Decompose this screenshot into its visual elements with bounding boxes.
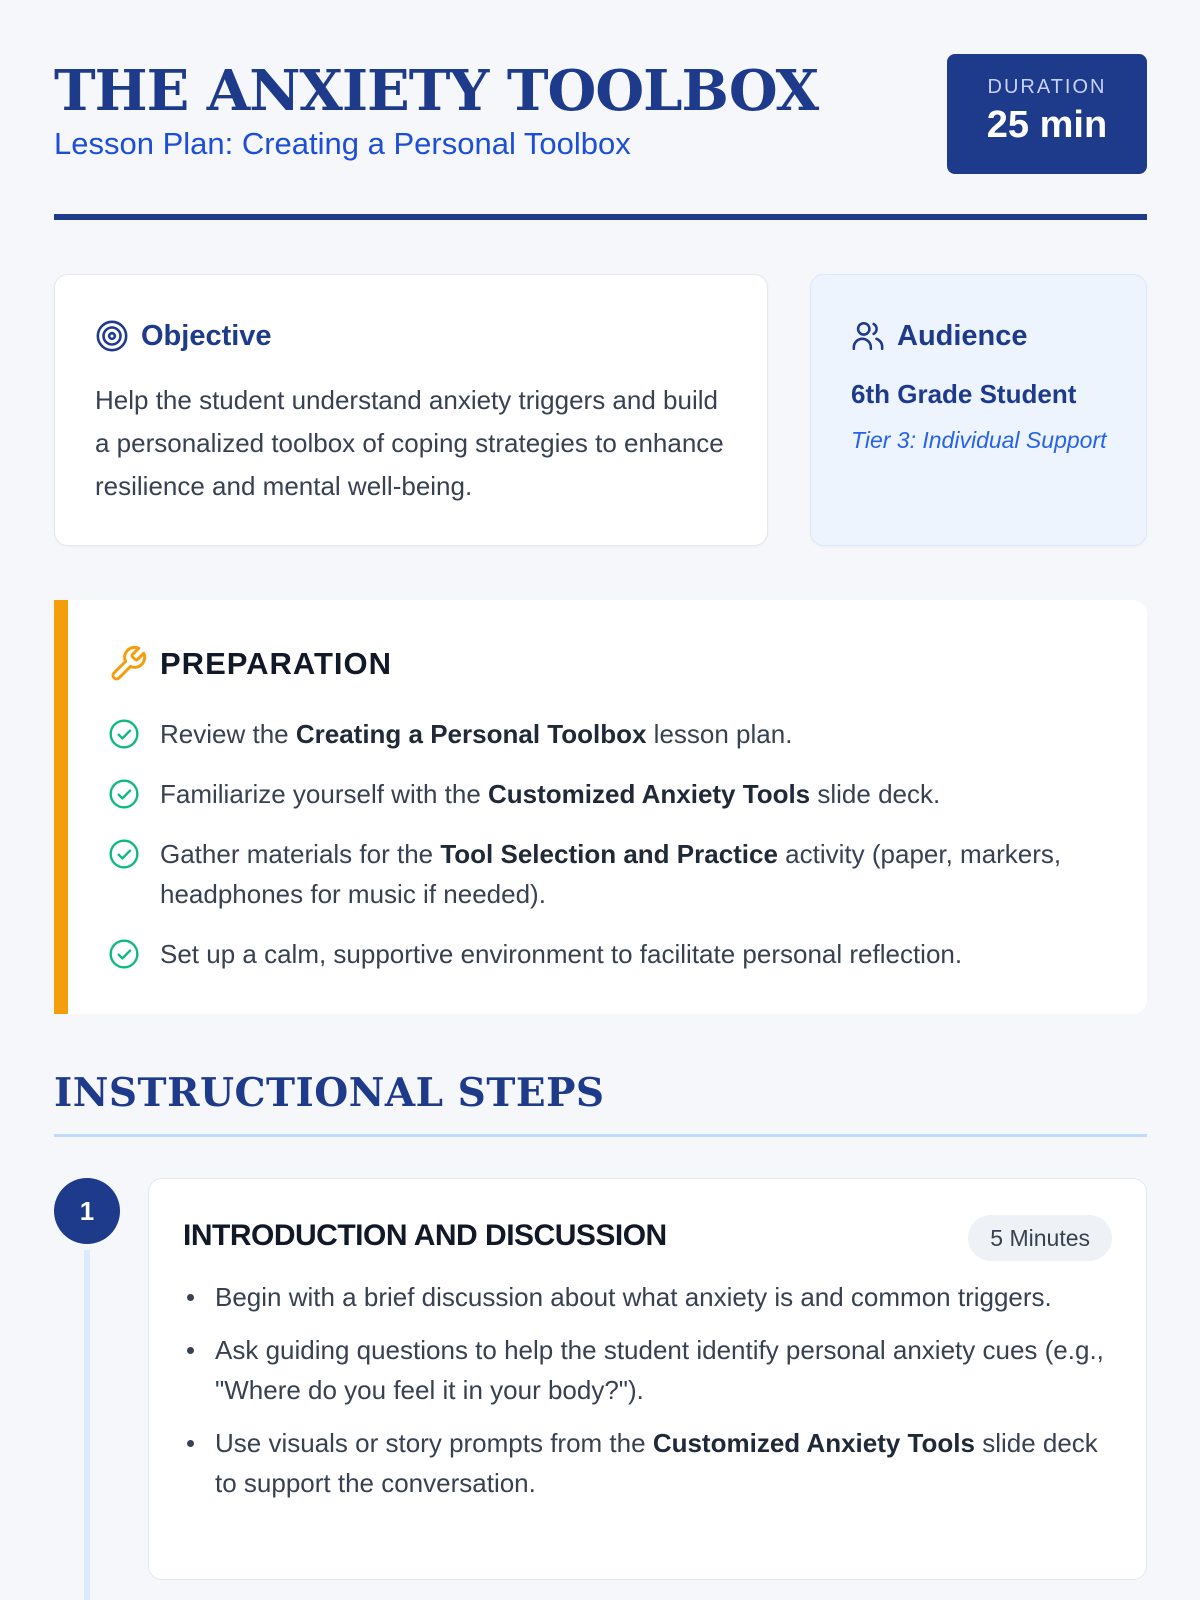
audience-card (810, 274, 1147, 546)
header (54, 0, 1147, 220)
check-circle-icon (108, 938, 140, 970)
audience-header (851, 319, 1028, 353)
objective-text: Help the student understand anxiety triggers and build a personalized toolbox of coping strategies to enhance resilience and mental well-being. (95, 385, 724, 501)
steps-divider (54, 1134, 1147, 1137)
preparation-item (108, 714, 1118, 754)
step-bullet: Begin with a brief discussion about what anxiety is and common triggers. (215, 1277, 1115, 1317)
step-bullet: Use visuals or story prompts from the Customized Anxiety Tools slide deck to support the conversation. (215, 1423, 1115, 1503)
preparation-item-text: Gather materials for the Tool Selection and Practice activity (paper, markers, headphones for music if needed). (160, 839, 1062, 909)
preparation-item (108, 774, 1118, 814)
preparation-section (54, 600, 1147, 1014)
lesson-plan-page (54, 0, 1147, 1498)
duration-badge (947, 54, 1147, 174)
check-circle-icon (108, 838, 140, 870)
page-title: THE ANXIETY TOOLBOX (54, 58, 819, 124)
preparation-list (108, 714, 1118, 994)
step-bullet: Ask guiding questions to help the student identify personal anxiety cues (e.g., "Where do you feel it in your body?"). (215, 1330, 1115, 1410)
preparation-item (108, 834, 1118, 914)
preparation-item (108, 934, 1118, 974)
step-title: INTRODUCTION AND DISCUSSION (183, 1219, 667, 1252)
objective-header (95, 319, 272, 353)
users-icon (851, 319, 885, 353)
preparation-item-text: Familiarize yourself with the Customized Anxiety Tools slide deck. (160, 779, 941, 809)
audience-title: Audience (897, 319, 1028, 352)
check-circle-icon (108, 778, 140, 810)
target-icon (95, 319, 129, 353)
objective-title: Objective (141, 319, 272, 352)
wrench-icon (108, 644, 148, 684)
audience-name: 6th Grade Student (851, 379, 1077, 409)
duration-label: DURATION (987, 76, 1107, 98)
timeline-line (84, 1250, 90, 1600)
audience-tier: Tier 3: Individual Support (851, 427, 1107, 453)
step-card (148, 1178, 1147, 1580)
preparation-title: PREPARATION (160, 646, 393, 681)
check-circle-icon (108, 718, 140, 750)
steps-title: INSTRUCTIONAL STEPS (54, 1070, 605, 1116)
page-subtitle: Lesson Plan: Creating a Personal Toolbox (54, 126, 631, 161)
header-divider (54, 214, 1147, 220)
step-number: 1 (54, 1178, 120, 1244)
step-time-badge: 5 Minutes (968, 1215, 1112, 1261)
preparation-item-text: Set up a calm, supportive environment to facilitate personal reflection. (160, 939, 963, 969)
preparation-item-text: Review the Creating a Personal Toolbox lesson plan. (160, 719, 793, 749)
objective-card (54, 274, 768, 546)
preparation-header (108, 644, 392, 684)
duration-value: 25 min (986, 104, 1108, 146)
step-bullet-list (215, 1277, 1115, 1516)
